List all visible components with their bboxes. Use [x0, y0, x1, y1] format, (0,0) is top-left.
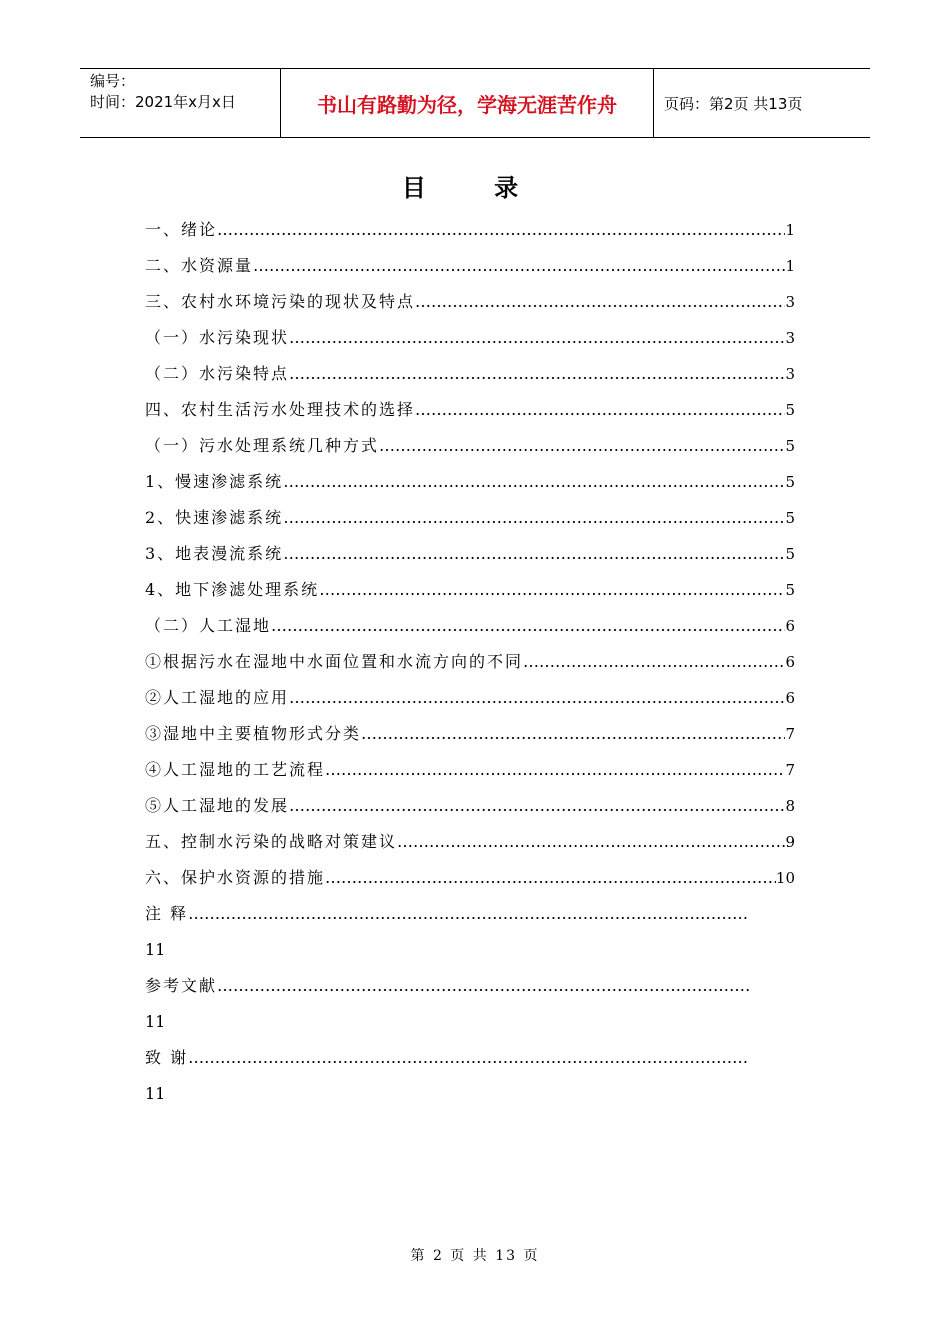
toc-leader [319, 572, 785, 608]
toc-leader [379, 428, 785, 464]
toc-entry [145, 824, 795, 860]
toc-entry [145, 248, 795, 284]
toc-entry [145, 752, 795, 788]
toc-entry-page: 11 [145, 1012, 166, 1031]
toc-entry-label: 1、慢速渗滤系统 [145, 472, 284, 491]
toc-leader [289, 788, 785, 824]
toc-entry-label: 参考文献 [145, 976, 218, 995]
toc-entry-page: 6 [785, 653, 795, 671]
toc-entry [145, 680, 795, 716]
toc-leader [217, 212, 785, 248]
toc-entry-wrapped [145, 1040, 795, 1076]
toc-entry [145, 428, 795, 464]
toc-leader [283, 464, 785, 500]
toc-leader [289, 356, 785, 392]
toc-entry-page: 5 [785, 509, 795, 527]
toc-entry [145, 536, 795, 572]
toc-leader [217, 968, 752, 1004]
toc-entry-label: （二）水污染特点 [145, 364, 290, 383]
toc-entry-page: 5 [785, 401, 795, 419]
toc-entry-label: 四、农村生活污水处理技术的选择 [145, 400, 416, 419]
toc-entry-label: ①根据污水在湿地中水面位置和水流方向的不同 [145, 652, 524, 671]
toc-entry-page: 3 [785, 329, 795, 347]
toc-entry [145, 212, 795, 248]
document-header [80, 68, 870, 138]
toc-entry-label: 二、水资源量 [145, 256, 254, 275]
toc-entry [145, 464, 795, 500]
toc-leader [188, 896, 748, 932]
toc-leader [325, 752, 785, 788]
toc-entry [145, 716, 795, 752]
page-title: 目 录 [401, 174, 549, 202]
toc-entry-label: 3、地表漫流系统 [145, 544, 284, 563]
toc-entry [145, 320, 795, 356]
toc-entry [145, 608, 795, 644]
toc-entry-page: 8 [785, 797, 795, 815]
header-time-label: 时间：2021年x月x日 [90, 93, 236, 111]
toc-entry-label: ②人工湿地的应用 [145, 688, 290, 707]
toc-entry-page: 6 [785, 689, 795, 707]
toc-entry-label: 致 谢 [145, 1048, 189, 1067]
toc-entry-page: 1 [785, 257, 795, 275]
toc-leader [283, 536, 785, 572]
toc-leader [289, 320, 785, 356]
header-motto: 书山有路勤为径，学海无涯苦作舟 [281, 69, 654, 137]
toc-entry-page: 10 [775, 869, 795, 887]
toc-entry-page: 3 [785, 365, 795, 383]
toc-leader [283, 500, 785, 536]
toc-entry-page: 11 [145, 1084, 166, 1103]
toc-entry-label: 六、保护水资源的措施 [145, 868, 326, 887]
toc-entry-label: ③湿地中主要植物形式分类 [145, 724, 362, 743]
toc-entry-label: （一）污水处理系统几种方式 [145, 436, 380, 455]
toc-leader [361, 716, 785, 752]
toc-entry-label: 三、农村水环境污染的现状及特点 [145, 292, 416, 311]
toc-leader [253, 248, 785, 284]
toc-leader [325, 860, 776, 896]
toc-entry [145, 860, 795, 896]
toc-entry-label: 一、绪论 [145, 220, 218, 239]
toc-entry-label: 4、地下渗滤处理系统 [145, 580, 320, 599]
toc-leader [188, 1040, 748, 1076]
toc-entry-label: （二）人工湿地 [145, 616, 272, 635]
toc-entry [145, 356, 795, 392]
toc-entry [145, 392, 795, 428]
toc-entry-page: 7 [785, 725, 795, 743]
toc-entry-page: 11 [145, 940, 166, 959]
toc-entry-label: ⑤人工湿地的发展 [145, 796, 290, 815]
toc-entry-page: 5 [785, 473, 795, 491]
toc-entry-page: 5 [785, 545, 795, 563]
toc-entry-label: ④人工湿地的工艺流程 [145, 760, 326, 779]
toc-entry [145, 284, 795, 320]
toc-entry-wrapped [145, 968, 795, 1004]
toc-leader [415, 284, 785, 320]
table-of-contents [145, 212, 795, 1112]
header-page-info: 页码：第2页 共13页 [664, 94, 803, 113]
toc-leader [397, 824, 785, 860]
header-meta [80, 69, 281, 137]
toc-entry-page: 1 [785, 221, 795, 239]
toc-entry-label: （一）水污染现状 [145, 328, 290, 347]
toc-entry [145, 644, 795, 680]
toc-entry-page: 7 [785, 761, 795, 779]
toc-entry-page: 6 [785, 617, 795, 635]
toc-leader [523, 644, 785, 680]
page-footer: 第 2 页 共 13 页 [410, 1248, 540, 1264]
toc-entry-page: 9 [785, 833, 795, 851]
toc-leader [289, 680, 785, 716]
header-number-label: 编号： [90, 72, 136, 90]
toc-entry-page: 3 [785, 293, 795, 311]
toc-entry-page: 5 [785, 437, 795, 455]
toc-entry-label: 五、控制水污染的战略对策建议 [145, 832, 398, 851]
toc-entry-label: 2、快速渗滤系统 [145, 508, 284, 527]
toc-entry [145, 788, 795, 824]
toc-entry [145, 572, 795, 608]
toc-entry-label: 注 释 [145, 904, 189, 923]
toc-leader [271, 608, 785, 644]
toc-entry [145, 500, 795, 536]
toc-leader [415, 392, 785, 428]
toc-entry-wrapped [145, 896, 795, 932]
toc-entry-page: 5 [785, 581, 795, 599]
